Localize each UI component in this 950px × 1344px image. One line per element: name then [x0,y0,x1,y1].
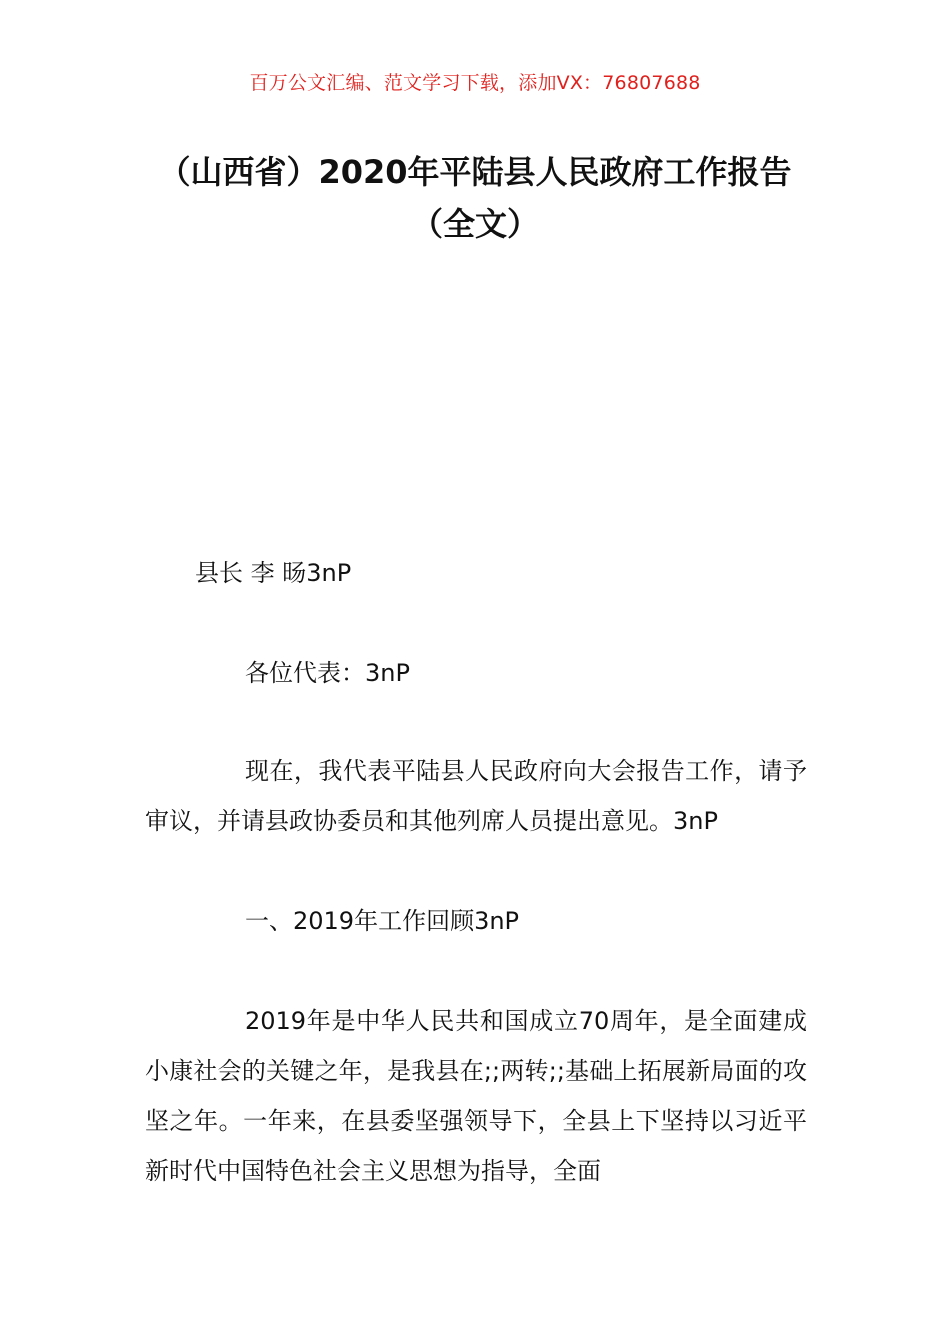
salutation: 各位代表：3nP [245,659,410,687]
document-title: （山西省）2020年平陆县人民政府工作报告（全文） [158,153,792,243]
paragraph-review: 2019年是中华人民共和国成立70周年，是全面建成小康社会的关键之年，是我县在;;两转;;基础上拓展新局面的攻坚之年。一年来，在县委坚强领导下，全县上下坚持以习近平新时代中国特色社会主义思想为指导，全面 [145,1007,807,1185]
author-line: 县长 李 旸3nP [195,559,352,587]
paragraph-intro: 现在，我代表平陆县人民政府向大会报告工作，请予审议，并请县政协委员和其他列席人员提出意见。3nP [145,757,807,835]
section-heading: 一、2019年工作回顾3nP [245,907,520,935]
watermark-banner: 百万公文汇编、范文学习下载，添加VX：76807688 [249,72,701,94]
